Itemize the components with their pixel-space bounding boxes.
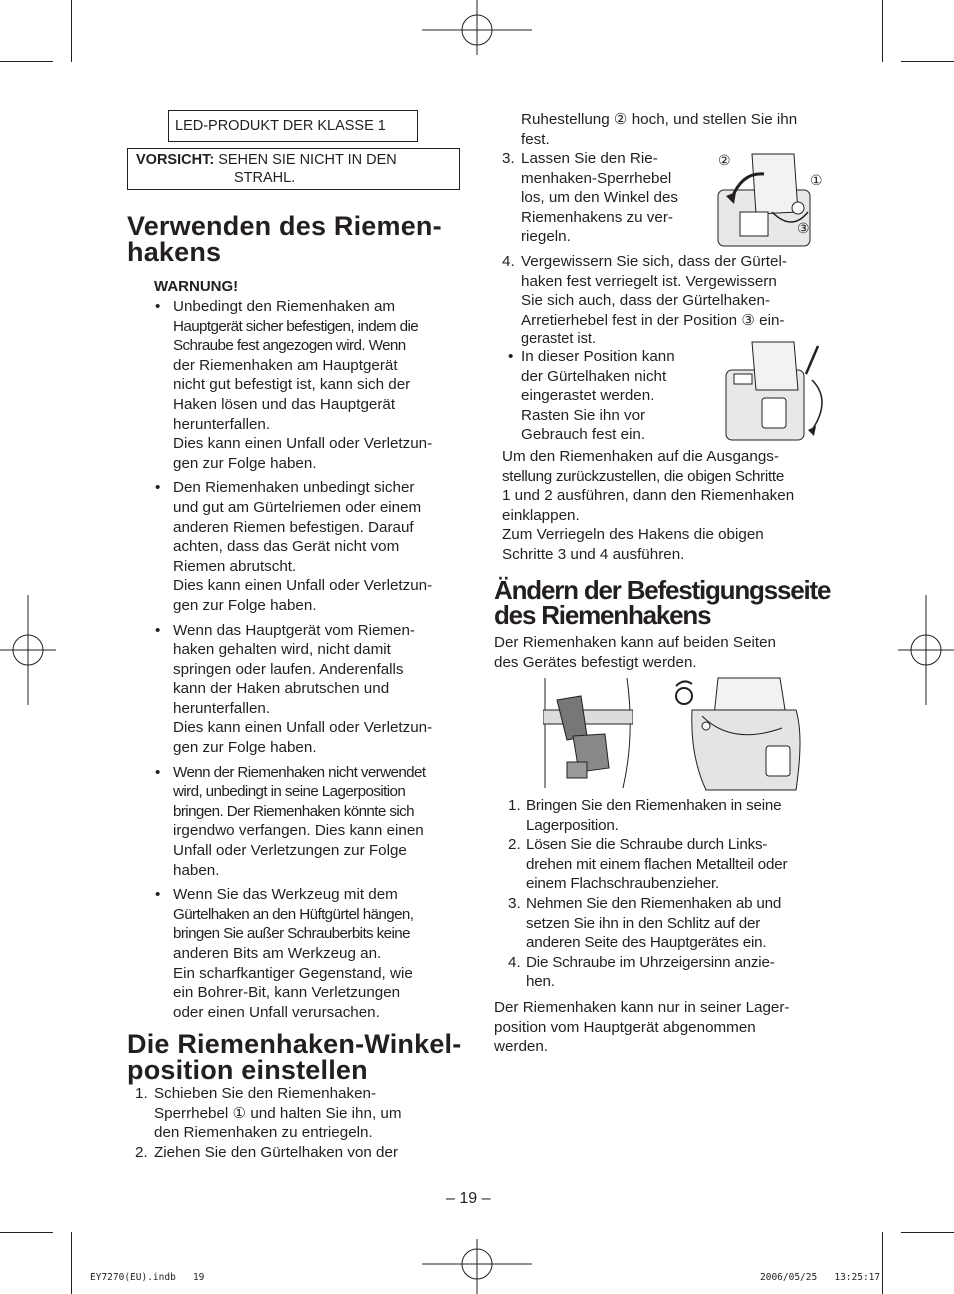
crop-mark bbox=[71, 1232, 72, 1294]
step-2: 2. Ziehen Sie den Gürtelhaken von der bbox=[135, 1143, 399, 1161]
figure-hook-unlatched bbox=[722, 340, 832, 444]
crop-mark bbox=[71, 0, 72, 62]
change-side-step: 2. Lösen Sie die Schraube durch Links- drehen mit einem flachen Metallteil oder einem Flachschraubenzieher. bbox=[508, 836, 788, 893]
note-not-latched: • In dieser Position kann der Gürtelhaken nicht eingerastet werden. Rasten Sie ihn vor Gebrauch fest ein. bbox=[508, 348, 675, 444]
change-side-steps bbox=[500, 796, 828, 992]
caution-box bbox=[127, 148, 460, 190]
warning-item: • Unbedingt den Riemenhaken am Hauptgerät sicher befestigen, indem die Schraube fest angezogen wird. Wenn der Riemenhaken am Hauptgerät nicht gut befestigt ist, kann sich der Haken lösen und das Hauptgerät herunterfallen. Dies kann einen Unfall oder Verletzun- gen zur Folge haben. bbox=[155, 298, 433, 472]
crop-mark bbox=[901, 1232, 954, 1233]
angle-steps-right bbox=[494, 110, 828, 149]
section-title-change-side: Ändern der Befestigungsseite des Riemenhakens bbox=[494, 575, 831, 630]
warning-list bbox=[127, 297, 461, 1027]
figure-belt-worn bbox=[543, 676, 633, 792]
crop-mark bbox=[0, 61, 53, 62]
caution-label: VORSICHT: bbox=[136, 152, 215, 168]
footer-timestamp: 2006/05/25 13:25:17 bbox=[760, 1272, 881, 1283]
angle-steps-left bbox=[127, 1084, 461, 1162]
figure-label-2: ② bbox=[718, 152, 731, 168]
laser-class-box: LED-PRODUKT DER KLASSE 1 bbox=[168, 110, 418, 142]
change-side-step: 1. Bringen Sie den Riemenhaken in seine Lagerposition. bbox=[508, 797, 782, 834]
section-title-angle: Die Riemenhaken-Winkel- position einstellen bbox=[127, 1029, 462, 1085]
crop-mark bbox=[882, 0, 883, 62]
page-number: – 19 – bbox=[446, 1190, 491, 1207]
warning-item: • Wenn der Riemenhaken nicht verwendet wird, unbedingt in seine Lagerposition bringen. Der Riemenhaken könnte sich irgendwo verfangen. Dies kann einen Unfall oder Verletzungen zur Folge haben. bbox=[155, 763, 426, 879]
warning-item: • Wenn das Hauptgerät vom Riemen- haken gehalten wird, nicht damit springen oder laufen. Anderenfalls kann der Haken abrutschen und herunterfallen. Dies kann einen Unfall oder Verletzun- gen zur Folge haben. bbox=[155, 621, 433, 757]
change-side-step: 3. Nehmen Sie den Riemenhaken ab und setzen Sie ihn in den Schlitz auf der anderen Seite des Hauptgerätes ein. bbox=[508, 894, 782, 952]
paragraph-reset: Um den Riemenhaken auf die Ausgangs- stellung zurückzustellen, die obigen Schritte 1 und 2 ausführen, dann den Riemenhaken einklappen. Zum Verriegeln des Hakens die obigen Schritte 3 und 4 ausführen. bbox=[502, 448, 795, 563]
change-side-intro: Der Riemenhaken kann auf beiden Seiten des Gerätes befestigt werden. bbox=[494, 634, 776, 671]
warning-item: • Den Riemenhaken unbedingt sicher und gut am Gürtelriemen oder einem anderen Riemen befestigen. Darauf achten, dass das Gerät nicht vom Riemen abrutscht. Dies kann einen Unfall oder Verletzun- gen zur Folge haben. bbox=[155, 479, 433, 614]
crop-mark bbox=[882, 1232, 883, 1294]
footer-file: EY7270(EU).indb 19 bbox=[90, 1272, 205, 1283]
registration-mark-right bbox=[894, 595, 954, 705]
section-title-use-belt-hook: Verwenden des Riemen- hakens bbox=[127, 211, 442, 267]
step-2-cont: Ruhestellung ② hoch, und stellen Sie ihn fest. bbox=[521, 111, 798, 148]
step-1: 1. Schieben Sie den Riemenhaken- Sperrhebel ① und halten Sie ihn, um den Riemenhaken zu entriegeln. bbox=[135, 1085, 402, 1142]
warning-label: WARNUNG! bbox=[154, 278, 239, 295]
crop-mark bbox=[0, 1232, 53, 1233]
figure-label-1: ① bbox=[810, 172, 823, 188]
step-4: 4. Vergewissern Sie sich, dass der Gürtel- haken fest verriegelt ist. Vergewissern Sie sich auch, dass der Gürtelhaken- Arretierhebel fest in der Position ③ ein- gerastet ist. bbox=[502, 253, 787, 348]
warning-item: • Wenn Sie das Werkzeug mit dem Gürtelhaken an den Hüftgürtel hängen, bringen Sie außer Schrauberbits keine anderen Bits am Werkzeug an. Ein scharfkantiger Gegenstand, wie ein Bohrer-Bit, kann Verletzungen oder einen Unfall verursachen. bbox=[155, 886, 414, 1021]
figure-screw-tool bbox=[672, 676, 806, 794]
figure-label-3: ③ bbox=[797, 220, 810, 236]
caution-text: SEHEN SIE NICHT IN DEN bbox=[218, 152, 397, 168]
caution-text-2: STRAHL. bbox=[234, 170, 296, 186]
change-side-step: 4. Die Schraube im Uhrzeigersinn anzie- hen. bbox=[508, 953, 775, 991]
crop-mark bbox=[901, 61, 954, 62]
change-side-closing: Der Riemenhaken kann nur in seiner Lager- position vom Hauptgerät abgenommen werden. bbox=[494, 999, 790, 1056]
step-3: 3. Lassen Sie den Rie- menhaken-Sperrhebel los, um den Winkel des Riemenhakens zu ver- riegeln. bbox=[502, 150, 679, 246]
registration-mark-top bbox=[422, 0, 532, 58]
registration-mark-left bbox=[0, 595, 60, 705]
registration-mark-bottom bbox=[422, 1236, 532, 1294]
